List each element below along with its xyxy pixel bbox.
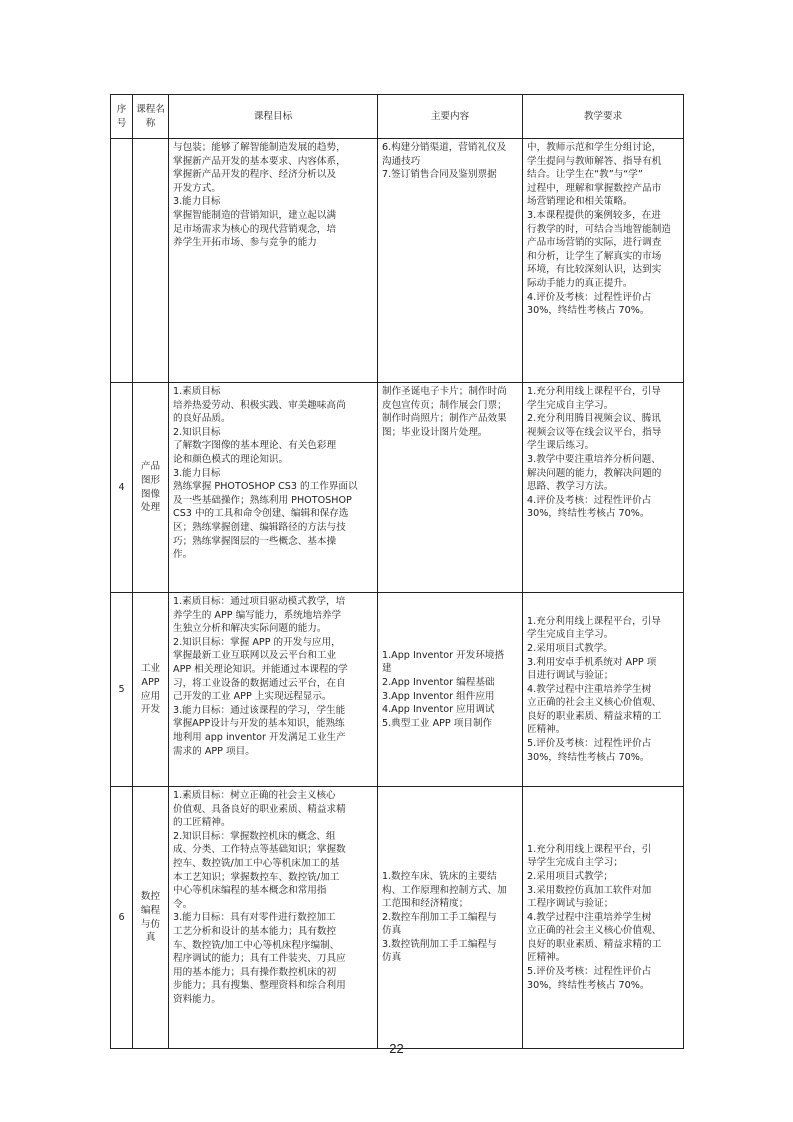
text-line: 3.数控铣削加工手工编程与	[382, 938, 497, 950]
row-course-goals	[169, 139, 378, 383]
text-line: 开发方式。	[173, 182, 221, 194]
text-line: 2.数控车削加工手工编程与	[382, 911, 497, 923]
text-line: 和分析，让学生了解真实的市场	[527, 250, 662, 262]
table-row	[111, 593, 684, 787]
text-line: 仿真	[382, 952, 402, 964]
text-line: 作。	[173, 549, 193, 561]
text-line: 1.App Inventor 开发环境搭	[382, 649, 505, 661]
text-line: 学生课后练习。	[527, 440, 595, 452]
text-line: 2.采用项目式教学；	[527, 870, 613, 882]
text-line: 1.充分利用线上课程平台，引导	[527, 386, 661, 397]
text-line: 4.教学过程中注重培养学生树	[527, 911, 652, 923]
text-line: 5.评价及考核：过程性评价占	[527, 966, 652, 978]
row-course-goals	[169, 593, 378, 787]
text-line: 足市场需求为核心的现代营销观念，培	[173, 223, 337, 235]
row-index: 5	[111, 593, 133, 787]
text-line: 习，将工业设备的数据通过云平台，在自	[173, 677, 346, 689]
text-line: 掌握APP设计与开发的基本知识，能熟练	[173, 718, 345, 730]
row-main-content	[378, 383, 523, 593]
text-line: 中心等机床编程的基本概念和常用指	[173, 885, 327, 897]
course-table	[110, 94, 684, 1049]
text-line: 皮包宣传页；制作展会门票；	[382, 399, 507, 411]
page-number: 22	[389, 1041, 404, 1056]
text-line: 用的基本能力；具有操作数控机床的初	[173, 966, 337, 978]
text-line: APP 相关理论知识。并能通过本课程的学	[173, 663, 348, 675]
row-course-name: 工业 APP 应用 开发	[133, 593, 169, 787]
text-line: 仿真	[382, 925, 402, 937]
text-line: 场营销理论和相关策略。	[527, 196, 633, 208]
table-row	[111, 139, 684, 383]
text-line: 巧；熟练掌握图层的一些概念、基本操	[173, 535, 337, 547]
text-line: 3.能力目标	[173, 196, 221, 208]
text-line: 地利用 app inventor 开发满足工业生产	[173, 731, 346, 743]
text-line: 匠精神。	[527, 952, 566, 964]
text-line: 沟通技巧	[382, 155, 421, 167]
text-line: 令。	[173, 898, 193, 910]
text-line: 图；毕业设计图片处理。	[382, 426, 488, 438]
text-line: 30%，终结性考核占 70%。	[527, 751, 650, 763]
text-line: 1.充分利用线上课程平台，引导	[527, 615, 661, 627]
header-index: 序号	[111, 95, 133, 139]
row-main-content	[378, 139, 523, 383]
text-line: 本工艺知识；掌握数控车、数控铣/加工	[173, 871, 340, 883]
row-course-name	[133, 139, 169, 383]
text-line: 1.素质目标：树立正确的社会主义核心	[173, 790, 336, 801]
text-line: 中，教师示范和学生分组讨论，	[527, 142, 662, 153]
text-line: 的工匠精神。	[173, 817, 231, 829]
text-line: 目进行调试与验证；	[527, 670, 614, 682]
text-line: 5.典型工业 APP 项目制作	[382, 717, 493, 729]
text-line: 2.采用项目式教学。	[527, 642, 613, 654]
row-course-goals	[169, 383, 378, 593]
row-index: 6	[111, 787, 133, 1049]
text-line: 30%，终结性考核占 70%。	[527, 508, 650, 520]
text-line: 匠精神。	[527, 724, 566, 736]
table-row	[111, 787, 684, 1049]
table-row	[111, 383, 684, 593]
text-line: 价值观、具备良好的职业素质、精益求精	[173, 803, 346, 815]
text-line: 3.教学中要注重培养分析问题、	[527, 453, 661, 465]
text-line: 7.签订销售合同及鉴别票据	[382, 169, 497, 181]
text-line: 需求的 APP 项目。	[173, 745, 255, 757]
text-line: 步能力；具有搜集、整理资料和综合利用	[173, 980, 346, 992]
text-line: CS3 中的工具和命令创建、编辑和保存选	[173, 508, 349, 520]
text-line: 1.充分利用线上课程平台，引	[527, 843, 652, 855]
text-line: 养学生的 APP 编写能力，系统地培养学	[173, 609, 342, 621]
text-line: 环境，有比较深刻认识，达到实	[527, 264, 662, 276]
text-line: 的良好品质。	[173, 413, 231, 425]
text-line: 2.App Inventor 编程基础	[382, 676, 495, 688]
text-line: 控车、数控铣/加工中心等机床加工的基	[173, 857, 340, 869]
text-line: 培养热爱劳动、积极实践、审美趣味高尚	[173, 399, 346, 411]
text-line: 4.评价及考核：过程性评价占	[527, 494, 652, 506]
row-index: 4	[111, 383, 133, 593]
row-course-goals	[169, 787, 378, 1049]
text-line: 与包装；能够了解智能制造发展的趋势，	[173, 142, 346, 153]
text-line: 1.数控车床、铣床的主要结	[382, 870, 497, 882]
text-line: 工程序调试与验证；	[527, 898, 614, 910]
text-line: 3.利用安卓手机系统对 APP 项	[527, 656, 657, 668]
text-line: 工范围和经济精度；	[382, 898, 469, 910]
text-line: 学生完成自主学习。	[527, 399, 614, 411]
text-line: 4.教学过程中注重培养学生树	[527, 683, 652, 695]
text-line: 2.充分利用腾目视频会议、腾讯	[527, 413, 661, 425]
text-line: 2.知识目标	[173, 426, 221, 438]
row-main-content	[378, 787, 523, 1049]
text-line: 熟练掌握 PHOTOSHOP CS3 的工作界面以	[173, 481, 358, 493]
table-header-row	[111, 95, 684, 139]
text-line: 解决问题的能力，教解决问题的	[527, 467, 662, 479]
header-main-content: 主要内容	[378, 95, 523, 139]
text-line: 导学生完成自主学习；	[527, 857, 623, 869]
text-line: 养学生开拓市场、参与竞争的能力	[173, 237, 317, 249]
text-line: 产品市场营销的实际，进行调查	[527, 237, 662, 249]
text-line: 际动手能力的真正提升。	[527, 277, 633, 289]
text-line: 6.构建分销渠道，营销礼仪及	[382, 142, 507, 153]
text-line: 视频会议等在线会议平台，指导	[527, 426, 662, 438]
text-line: 立正确的社会主义核心价值观、	[527, 697, 662, 709]
text-line: 结合。让学生在“教”与“学”	[527, 169, 643, 181]
row-teaching-requirements	[523, 139, 684, 383]
text-line: 思路、教学习方法。	[527, 481, 614, 493]
text-line: 立正确的社会主义核心价值观、	[527, 925, 662, 937]
text-line: 成、分类、工作特点等基础知识；掌握数	[173, 844, 346, 856]
text-line: 行教学的时，可结合当地智能制造	[527, 223, 671, 235]
text-line: 了解数字图像的基本理论、有关色彩理	[173, 440, 337, 452]
text-line: 良好的职业素质、精益求精的工	[527, 710, 662, 722]
text-line: 30%，终结性考核占 70%。	[527, 305, 650, 317]
text-line: 4.评价及考核：过程性评价占	[527, 291, 652, 303]
row-teaching-requirements	[523, 593, 684, 787]
header-teaching-requirements: 教学要求	[523, 95, 684, 139]
text-line: 30%，终结性考核占 70%。	[527, 979, 650, 991]
text-line: 3.本课程提供的案例较多，在进	[527, 209, 661, 221]
text-line: 1.素质目标：通过项目驱动模式教学，培	[173, 596, 346, 607]
text-line: 掌握智能制造的营销知识，建立起以满	[173, 209, 337, 221]
text-line: 工艺分析和设计的基本能力；具有数控	[173, 925, 337, 937]
text-line: 程序调试的能力；具有工件装夹、刀具应	[173, 953, 346, 965]
text-line: 及一些基础操作；熟练利用 PHOTOSHOP	[173, 494, 352, 506]
text-line: 区；熟练掌握创建、编辑路径的方法与技	[173, 521, 346, 533]
text-line: 2.知识目标：掌握数控机床的概念、组	[173, 830, 336, 842]
text-line: 生独立分析和解决实际问题的能力。	[173, 623, 327, 635]
text-line: 4.App Inventor 应用调试	[382, 704, 495, 716]
text-line: 1.素质目标	[173, 386, 221, 397]
row-course-name: 数控 编程 与仿 真	[133, 787, 169, 1049]
row-teaching-requirements	[523, 383, 684, 593]
text-line: 资料能力。	[173, 993, 221, 1005]
row-index	[111, 139, 133, 383]
text-line: 车、数控铣/加工中心等机床程序编制、	[173, 939, 340, 951]
row-main-content	[378, 593, 523, 787]
text-line: 5.评价及考核：过程性评价占	[527, 738, 652, 750]
text-line: 制作时尚照片；制作产品效果	[382, 413, 507, 425]
text-line: 掌握新产品开发的程序、经济分析以及	[173, 169, 337, 181]
text-line: 掌握最新工业互联网以及云平台和工业	[173, 650, 337, 662]
text-line: 3.能力目标：具有对零件进行数控加工	[173, 912, 336, 924]
row-course-name: 产品 图形 图像 处理	[133, 383, 169, 593]
text-line: 己开发的工业 APP 上实现远程显示。	[173, 691, 332, 703]
text-line: 掌握新产品开发的基本要求、内容体系，	[173, 155, 346, 167]
text-line: 3.能力目标：通过该课程的学习，学生能	[173, 704, 346, 716]
text-line: 过程中，理解和掌握数控产品市	[527, 182, 662, 194]
text-line: 2.知识目标：掌握 APP 的开发与应用，	[173, 636, 341, 648]
text-line: 学生提问与教师解答、指导有机	[527, 155, 662, 167]
text-line: 3.能力目标	[173, 467, 221, 479]
text-line: 3.采用数控仿真加工软件对加	[527, 884, 652, 896]
row-teaching-requirements	[523, 787, 684, 1049]
text-line: 学生完成自主学习。	[527, 629, 614, 641]
text-line: 良好的职业素质、精益求精的工	[527, 938, 662, 950]
text-line: 建	[382, 663, 392, 675]
text-line: 制作圣诞电子卡片；制作时尚	[382, 386, 507, 397]
header-course-goals: 课程目标	[169, 95, 378, 139]
text-line: 构、工作原理和控制方式、加	[382, 884, 507, 896]
text-line: 3.App Inventor 组件应用	[382, 690, 495, 702]
header-course-name: 课程名称	[133, 95, 169, 139]
text-line: 论和颜色模式的理论知识。	[173, 453, 289, 465]
